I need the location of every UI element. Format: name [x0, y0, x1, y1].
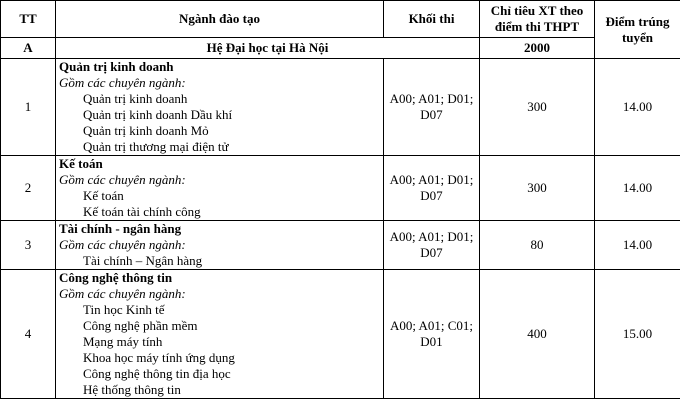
specialization-item: Khoa học máy tính ứng dụng: [83, 350, 235, 365]
row-score: 14.00: [595, 156, 680, 221]
row-tt: 2: [1, 156, 56, 221]
specialization-item: Tài chính – Ngân hàng: [83, 253, 203, 268]
row-exam-blocks: A00; A01; C01; D01: [384, 270, 480, 399]
specialization-label: Gồm các chuyên ngành:: [59, 286, 186, 301]
row-major: [56, 270, 384, 399]
row-quota: 400: [480, 270, 595, 399]
row-quota: 80: [480, 221, 595, 270]
table-row: [1, 270, 680, 399]
header-block: Khối thi: [384, 1, 480, 38]
row-exam-blocks: A00; A01; D01; D07: [384, 221, 480, 270]
row-quota: 300: [480, 59, 595, 156]
row-score: 14.00: [595, 59, 680, 156]
specialization-item: Kế toán tài chính công: [83, 204, 201, 219]
row-tt: 1: [1, 59, 56, 156]
row-exam-blocks: A00; A01; D01; D07: [384, 156, 480, 221]
header-row: [1, 1, 680, 38]
section-name: Hệ Đại học tại Hà Nội: [56, 38, 480, 59]
header-quota: Chỉ tiêu XT theo điểm thi THPT: [480, 1, 595, 38]
table-row: [1, 59, 680, 156]
specialization-label: Gồm các chuyên ngành:: [59, 172, 186, 187]
row-major: [56, 156, 384, 221]
major-name: Quản trị kinh doanh: [59, 59, 174, 74]
specialization-item: Quản trị kinh doanh: [83, 91, 188, 106]
header-score: Điểm trúng tuyển: [595, 1, 680, 59]
specialization-item: Mạng máy tính: [83, 334, 163, 349]
row-exam-blocks: A00; A01; D01; D07: [384, 59, 480, 156]
specialization-label: Gồm các chuyên ngành:: [59, 75, 186, 90]
row-quota: 300: [480, 156, 595, 221]
row-major: [56, 59, 384, 156]
major-name: Tài chính - ngân hàng: [59, 221, 182, 236]
header-tt: TT: [1, 1, 56, 38]
specialization-item: Quản trị thương mại điện tử: [83, 139, 229, 154]
major-name: Công nghệ thông tin: [59, 270, 173, 285]
row-score: 15.00: [595, 270, 680, 399]
row-tt: 4: [1, 270, 56, 399]
table-body: [1, 59, 680, 399]
specialization-item: Công nghệ thông tin địa học: [83, 366, 231, 381]
specialization-item: Tin học Kinh tế: [83, 302, 165, 317]
table-row: [1, 156, 680, 221]
table-row: [1, 221, 680, 270]
section-row: [1, 38, 680, 59]
specialization-item: Kế toán: [83, 188, 124, 203]
major-name: Kế toán: [59, 156, 103, 171]
header-major: Ngành đào tạo: [56, 1, 384, 38]
section-quota-total: 2000: [480, 38, 595, 59]
specialization-item: Quản trị kinh doanh Dầu khí: [83, 107, 233, 122]
row-tt: 3: [1, 221, 56, 270]
specialization-item: Hệ thống thông tin: [83, 382, 181, 397]
row-major: [56, 221, 384, 270]
section-code: A: [1, 38, 56, 59]
specialization-item: Công nghệ phần mềm: [83, 318, 198, 333]
specialization-label: Gồm các chuyên ngành:: [59, 237, 186, 252]
specialization-item: Quản trị kinh doanh Mỏ: [83, 123, 209, 138]
row-score: 14.00: [595, 221, 680, 270]
